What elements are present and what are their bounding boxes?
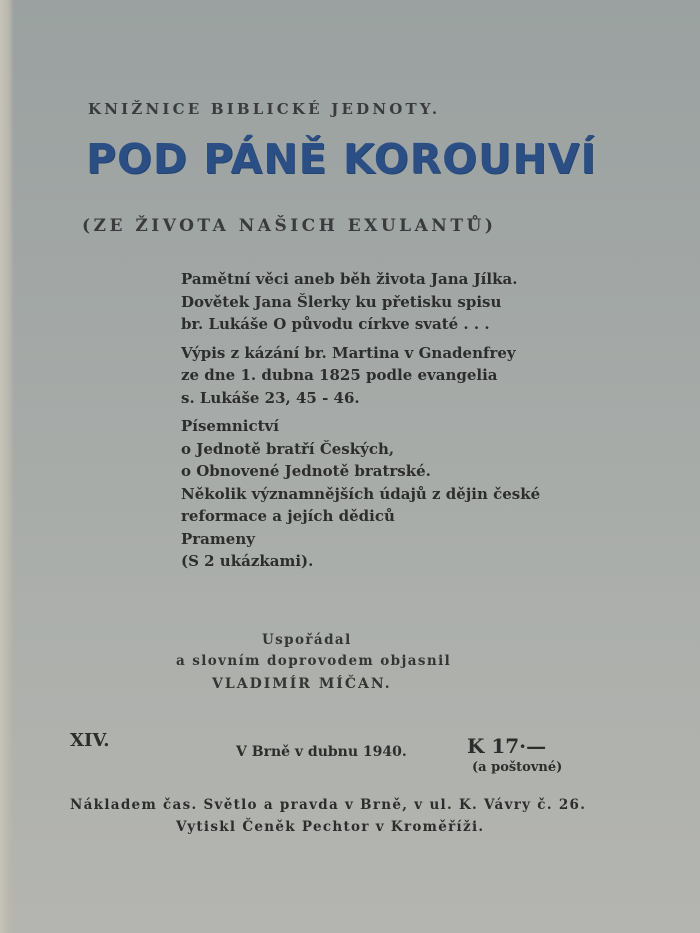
volume-number: XIV. bbox=[70, 730, 110, 751]
contents-list bbox=[181, 268, 601, 573]
editor-name: VLADIMÍR MÍČAN. bbox=[212, 676, 392, 692]
contents-line: reformace a jejích dědiců bbox=[181, 507, 395, 525]
contents-line: Prameny bbox=[181, 529, 255, 548]
contents-line: s. Lukáše 23, 45 - 46. bbox=[181, 388, 360, 407]
contents-line: o Jednotě bratří Českých, bbox=[181, 439, 395, 458]
contents-line: (S 2 ukázkami). bbox=[181, 552, 314, 570]
contents-line: o Obnovené Jednotě bratrské. bbox=[181, 462, 431, 480]
contents-line: Pamětní věci aneb běh života Jana Jílka. bbox=[181, 270, 518, 288]
book-title: POD PÁNĚ KOROUHVÍ bbox=[86, 135, 597, 183]
editor-credit-line: Uspořádal bbox=[262, 632, 352, 648]
contents-line: Dovětek Jana Šlerky ku přetisku spisu bbox=[181, 292, 502, 311]
printer-imprint: Vytiskl Čeněk Pechtor v Kroměříži. bbox=[176, 819, 485, 835]
place-date: V Brně v dubnu 1940. bbox=[236, 744, 407, 760]
contents-line: Písemnictví bbox=[181, 417, 279, 435]
book-subtitle: (ZE ŽIVOTA NAŠICH EXULANTŮ) bbox=[82, 216, 497, 236]
contents-line: Několik významnějších údajů z dějin české bbox=[181, 484, 541, 503]
series-heading: KNIŽNICE BIBLICKÉ JEDNOTY. bbox=[88, 100, 441, 118]
contents-line: br. Lukáše O původu církve svaté . . . bbox=[181, 315, 490, 333]
editor-credit-line: a slovním doprovodem objasnil bbox=[176, 653, 452, 669]
price: K 17·— bbox=[467, 734, 547, 758]
postage-note: (a poštovné) bbox=[472, 760, 563, 775]
cover-page-edge bbox=[0, 0, 14, 933]
publisher-imprint: Nákladem čas. Světlo a pravda v Brně, v ul. K. Vávry č. 26. bbox=[70, 797, 587, 813]
contents-line: ze dne 1. dubna 1825 podle evangelia bbox=[181, 366, 498, 384]
contents-line: Výpis z kázání br. Martina v Gnadenfrey bbox=[181, 343, 516, 362]
